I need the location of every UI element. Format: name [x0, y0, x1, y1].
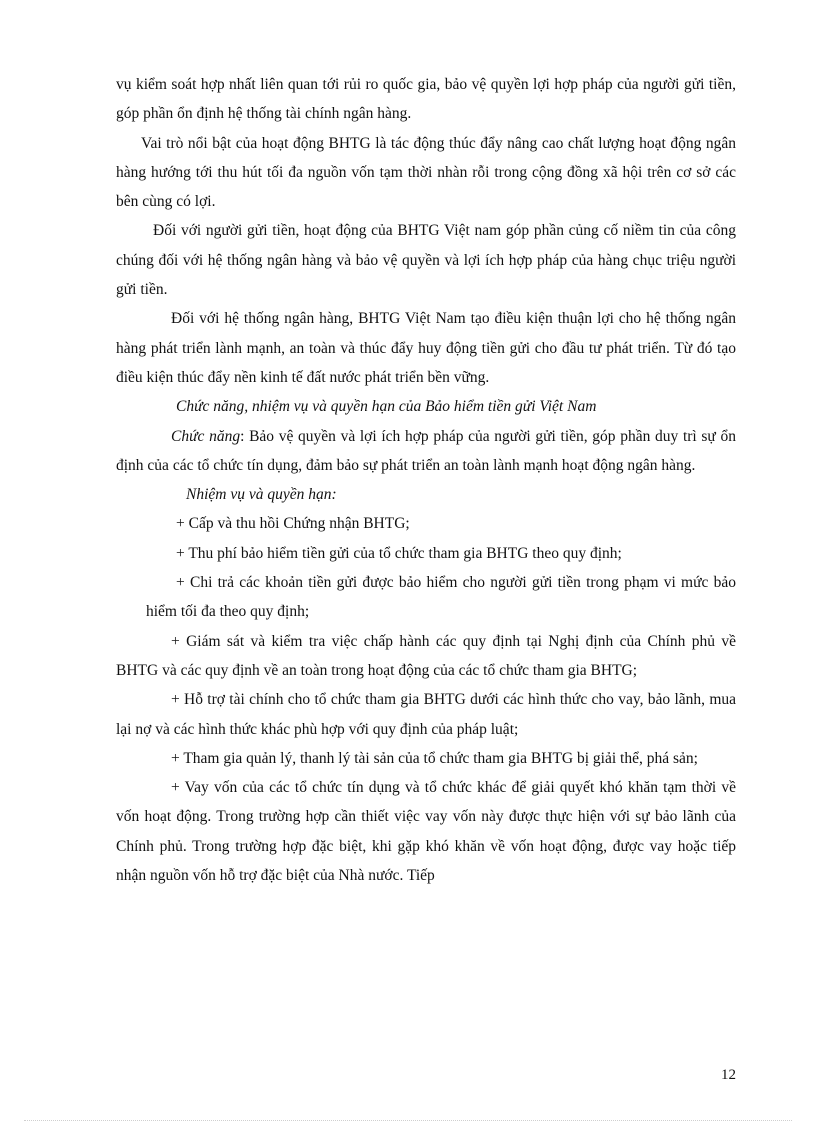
subsection-heading: Nhiệm vụ và quyền hạn: — [186, 486, 337, 504]
function-text: : Bảo vệ quyền và lợi ích hợp pháp của người gửi tiền, góp phần duy trì sự ổn định của các tổ chức tín dụng, đảm bảo sự phát triển an toàn lành mạnh hoạt động ngân hàng. — [116, 427, 736, 474]
section-heading: Chức năng, nhiệm vụ và quyền hạn của Bảo hiểm tiền gửi Việt Nam — [176, 398, 597, 416]
list-item: + Hỗ trợ tài chính cho tổ chức tham gia BHTG dưới các hình thức cho vay, bảo lãnh, mua lại nợ và các hình thức khác phù hợp với quy định của pháp luật; — [116, 691, 736, 738]
function-label: Chức năng — [171, 427, 241, 445]
footer-divider — [24, 1120, 792, 1121]
paragraph-function — [116, 422, 736, 481]
list-item: + Giám sát và kiểm tra việc chấp hành các quy định tại Nghị định của Chính phủ về BHTG và các quy định về an toàn trong hoạt động của các tổ chức tham gia BHTG; — [116, 632, 736, 679]
body-text — [116, 70, 736, 890]
list-item: + Tham gia quản lý, thanh lý tài sản của tổ chức tham gia BHTG bị giải thể, phá sản; — [171, 749, 698, 767]
paragraph: vụ kiểm soát hợp nhất liên quan tới rủi ro quốc gia, bảo vệ quyền lợi hợp pháp của người gửi tiền, góp phần ổn định hệ thống tài chính ngân hàng. — [116, 76, 736, 123]
list-item: + Cấp và thu hồi Chứng nhận BHTG; — [176, 515, 410, 533]
paragraph: Đối với hệ thống ngân hàng, BHTG Việt Nam tạo điều kiện thuận lợi cho hệ thống ngân hàng phát triển lành mạnh, an toàn và thúc đẩy huy động tiền gửi cho đầu tư phát triển. Từ đó tạo điều kiện thúc đẩy nền kinh tế đất nước phát triển bền vững. — [116, 310, 736, 386]
list-item: + Vay vốn của các tổ chức tín dụng và tổ chức khác để giải quyết khó khăn tạm thời về vốn hoạt động. Trong trường hợp cần thiết việc vay vốn này được thực hiện với sự bảo lãnh của Chính phủ. Trong trường hợp đặc biệt, khi gặp khó khăn về vốn hoạt động, được vay hoặc tiếp nhận nguồn vốn hỗ trợ đặc biệt của Nhà nước. Tiếp — [116, 779, 736, 885]
list-item: + Chi trả các khoản tiền gửi được bảo hiểm cho người gửi tiền trong phạm vi mức bảo hiểm tối đa theo quy định; — [146, 574, 736, 621]
paragraph: Vai trò nổi bật của hoạt động BHTG là tác động thúc đẩy nâng cao chất lượng hoạt động ngân hàng hướng tới thu hút tối đa nguồn vốn tạm thời nhàn rỗi trong cộng đồng xã hội trên cơ sở các bên cùng có lợi. — [116, 134, 736, 211]
list-item: + Thu phí bảo hiểm tiền gửi của tổ chức tham gia BHTG theo quy định; — [176, 544, 622, 562]
paragraph: Đối với người gửi tiền, hoạt động của BHTG Việt nam góp phần củng cố niềm tin của công chúng đối với hệ thống ngân hàng và bảo vệ quyền và lợi ích hợp pháp của hàng chục triệu người gửi tiền. — [116, 222, 736, 299]
page-number: 12 — [721, 1067, 736, 1083]
